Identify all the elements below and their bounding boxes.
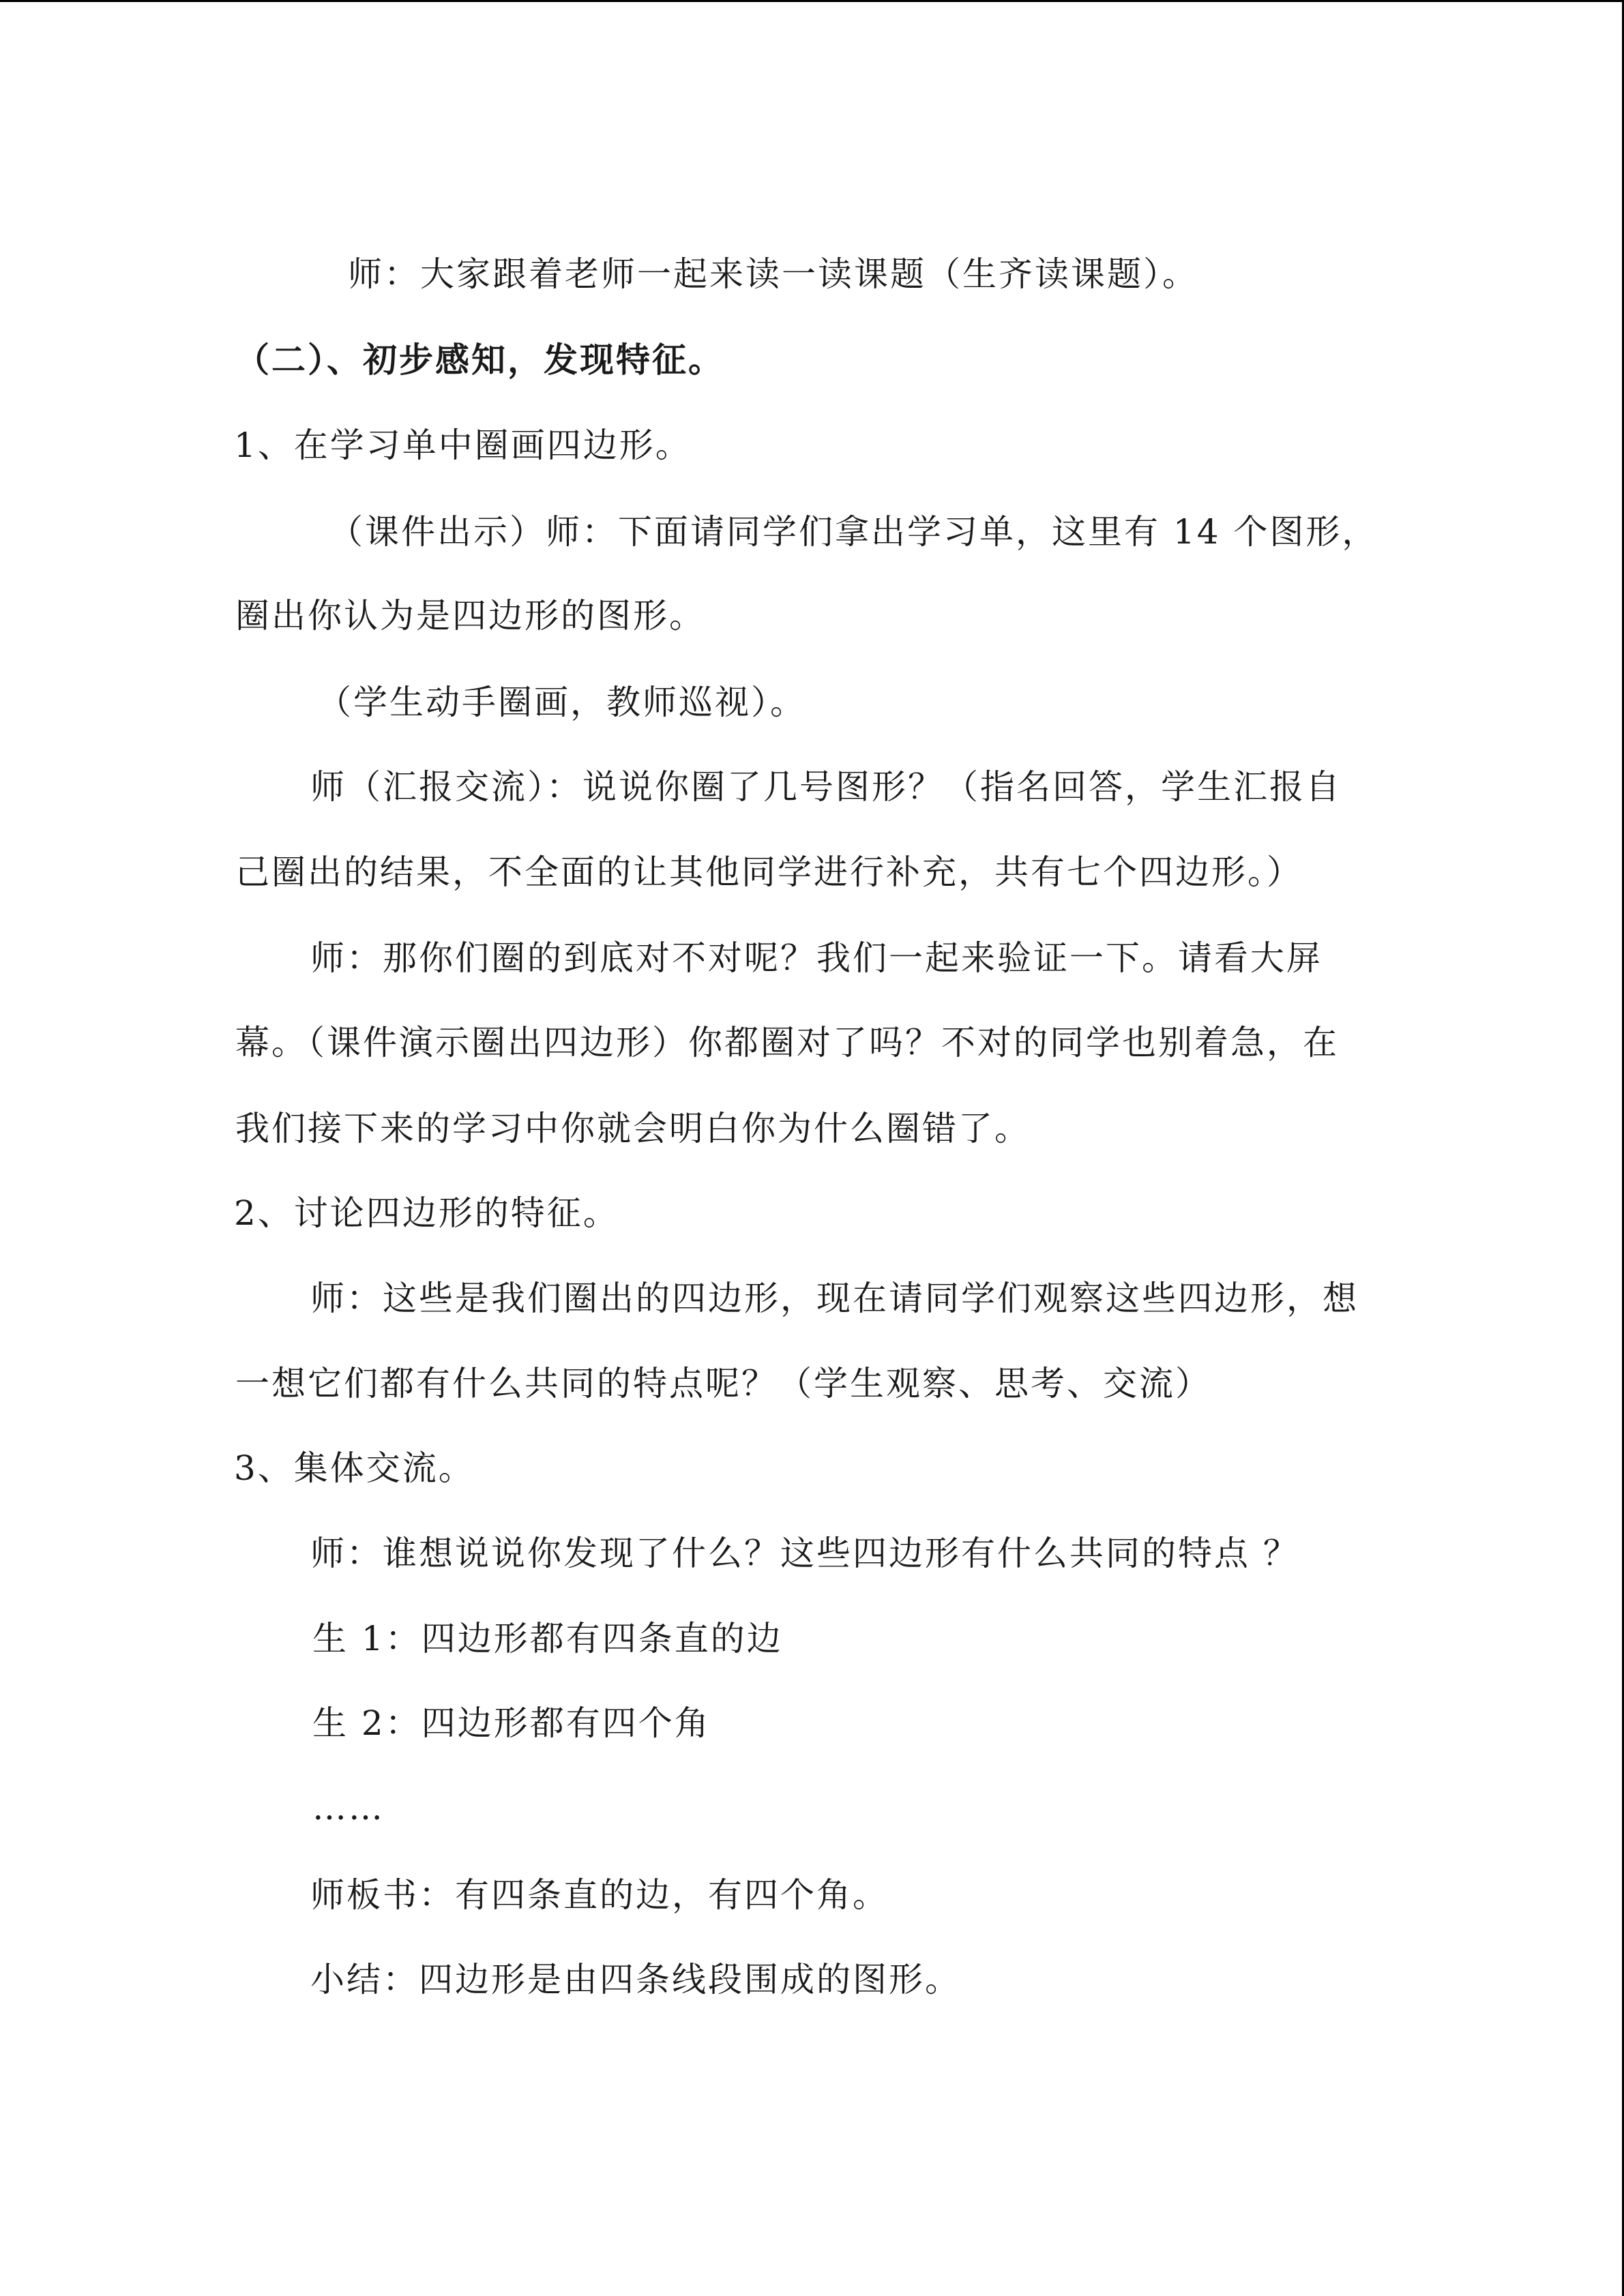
paragraph: 生 2：四边形都有四个角 (312, 1703, 711, 1743)
section-heading: （二）、初步感知，发现特征。 (235, 340, 724, 380)
paragraph: 师：这些是我们圈出的四边形，现在请同学们观察这些四边形，想 (310, 1279, 1359, 1318)
subheading: 2、讨论四边形的特征。 (234, 1193, 619, 1233)
paragraph: （课件出示）师：下面请同学们拿出学习单，这里有 14 个图形， (329, 512, 1378, 552)
paragraph: 师（汇报交流）：说说你圈了几号图形？（指名回答，学生汇报自 (310, 767, 1342, 807)
paragraph: 我们接下来的学习中你就会明白你为什么圈错了。 (235, 1109, 1031, 1148)
paragraph: 己圈出的结果，不全面的让其他同学进行补充，共有七个四边形。） (235, 852, 1303, 892)
paragraph: 师：那你们圈的到底对不对呢？我们一起来验证一下。请看大屏 (310, 938, 1323, 978)
paragraph: （学生动手圈画，教师巡视）。 (317, 683, 806, 722)
paragraph: 幕。（课件演示圈出四边形）你都圈对了吗？不对的同学也别着急，在 (235, 1023, 1339, 1062)
paragraph: 小结：四边形是由四条线段围成的图形。 (310, 1960, 961, 1999)
subheading: 1、在学习单中圈画四边形。 (234, 426, 692, 465)
subheading: 3、集体交流。 (234, 1448, 475, 1488)
paragraph: 圈出你认为是四边形的图形。 (235, 596, 705, 636)
paragraph: 师：谁想说说你发现了什么？这些四边形有什么共同的特点 ？ (310, 1534, 1299, 1573)
paragraph: 生 1：四边形都有四条直的边 (312, 1619, 783, 1658)
paragraph: 师：大家跟着老师一起来读一读课题（生齐读课题）。 (348, 254, 1198, 294)
paragraph: 一想它们都有什么共同的特点呢？（学生观察、思考、交流） (235, 1364, 1211, 1403)
paragraph: 师板书：有四条直的边，有四个角。 (310, 1875, 889, 1915)
ellipsis: …… (312, 1788, 385, 1828)
